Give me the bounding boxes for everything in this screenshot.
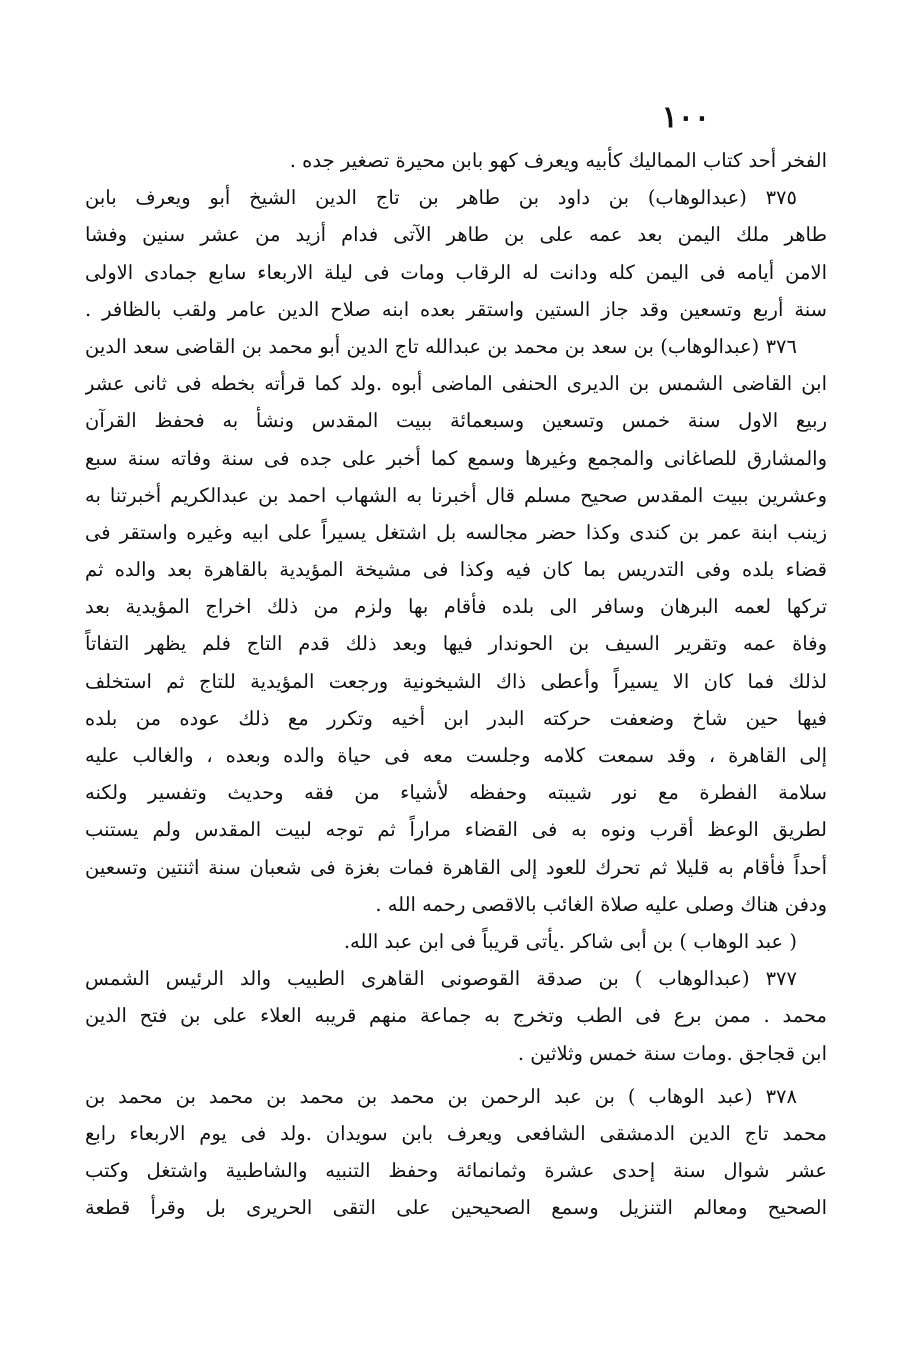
text-line: الامن أيامه فى اليمن كله ودانت له الرقاب ومات فى ليلة الاربعاء سابع جمادى الاولى bbox=[85, 260, 827, 284]
text-line: طاهر ملك اليمن بعد عمه على بن طاهر الآتى فدام أزيد من عشر سنين وفشا bbox=[85, 223, 827, 247]
text-line: لطريق الوعظ أقرب ونوه به فى القضاء مراراً ثم توجه لبيت المقدس ولم يستنب bbox=[85, 818, 827, 842]
entry-378 bbox=[85, 1078, 827, 1227]
text-line: فيها حين شاخ وضعفت حركته البدر ابن أخيه وتكرر مع ذلك عوده من بلده bbox=[85, 706, 827, 730]
text-line: عشر شوال سنة إحدى عشرة وثمانمائة وحفظ التنبيه والشاطبية واشتغل وكتب bbox=[85, 1159, 827, 1183]
entry-heading-line: ٣٧٨ (عبد الوهاب ) بن عبد الرحمن بن محمد بن محمد بن محمد بن محمد بن bbox=[85, 1084, 797, 1108]
text-body bbox=[85, 142, 827, 1226]
text-line: سلامة الفطرة مع نور شيبته وحفظه لأشياء من فقه وحديث وتفسير ولكنه bbox=[85, 781, 827, 805]
entry-375 bbox=[85, 179, 827, 328]
text-line: زينب ابنة عمر بن كندى وكذا حضر مجالسه بل اشتغل يسيراً على ابيه وغيره واستقر فى bbox=[85, 520, 827, 544]
text-line: ابن القاضى الشمس بن الديرى الحنفى الماضى أبوه .ولد كما قرأته بخطه فى ثانى عشر bbox=[85, 372, 827, 396]
text-line: وعشرين ببيت المقدس صحيح مسلم قال أخبرنا به الشهاب احمد بن عبدالكريم أخبرتنا به bbox=[85, 483, 827, 507]
entry-377 bbox=[85, 960, 827, 1072]
text-line: ربيع الاول سنة خمس وتسعين وسبعمائة ببيت المقدس ونشأ به فحفظ القرآن bbox=[85, 409, 827, 433]
entry-heading-line: ٣٧٦ (عبدالوهاب) بن سعد بن محمد بن عبدالله تاج الدين أبو محمد بن القاضى سعد الدين bbox=[85, 334, 797, 358]
entry-heading-line: ٣٧٧ (عبدالوهاب ) بن صدقة القوصونى القاهرى الطبيب والد الرئيس الشمس bbox=[85, 967, 797, 991]
text-line: محمد تاج الدين الدمشقى الشافعى ويعرف بابن سويدان .ولد فى يوم الاربعاء رابع bbox=[85, 1121, 827, 1145]
paragraph-continuation bbox=[85, 142, 827, 179]
cross-reference bbox=[85, 923, 827, 960]
entry-376 bbox=[85, 328, 827, 923]
text-line: إلى القاهرة ، وقد سمعت كلامه وجلست معه فى حياة والده وبعده ، والغالب عليه bbox=[85, 744, 827, 767]
text-line: قضاء بلده وفى التدريس بما كان فيه وكذا فى مشيخة المؤيدية بالقاهرة بعد والده ثم bbox=[85, 558, 827, 582]
page-number: ١٠٠ bbox=[661, 100, 710, 135]
text-line: الصحيح ومعالم التنزيل وسمع الصحيحين على التقى الحريرى بل وقرأ قطعة bbox=[85, 1196, 827, 1220]
text-line: ودفن هناك وصلى عليه صلاة الغائب بالاقصى رحمه الله . bbox=[375, 892, 827, 916]
text-line: وفاة عمه وتقرير السيف بن الحوندار فيها وبعد ذلك قدم التاج فلم يظهر التفاتاً bbox=[85, 632, 827, 656]
text-line: لذلك فما كان الا يسيراً وأعطى ذاك الشيخونية ورجعت المؤيدية للتاج ثم استخلف bbox=[85, 669, 827, 693]
text-line: سنة أربع وتسعين وقد جاز الستين واستقر بعده ابنه صلاح الدين عامر ولقب بالظافر . bbox=[85, 297, 827, 321]
text-line: أحداً فأقام به قليلا ثم تحرك للعود إلى القاهرة فمات بغزة فى شعبان سنة اثنتين وتسعين bbox=[85, 855, 827, 879]
text-line: تركها لعمه البرهان وسافر الى بلده فأقام بها ولزم من ذلك اخراج المؤيدية بعد bbox=[85, 595, 827, 619]
text-line: والمشارق للصاغانى والمجمع وغيرها وسمع كما أخبر على جده فى سنة وفاته سنة سبع bbox=[85, 446, 827, 470]
text-line: محمد . ممن برع فى الطب وتخرج به جماعة منهم قريبه العلاء على بن فتح الدين bbox=[85, 1004, 827, 1028]
entry-heading-line: ٣٧٥ (عبدالوهاب) بن داود بن طاهر بن تاج الدين الشيخ أبو ويعرف بابن bbox=[85, 186, 797, 210]
text-line: ( عبد الوهاب ) بن أبى شاكر .يأتى قريباً فى ابن عبد الله. bbox=[343, 929, 797, 953]
text-line: الفخر أحد كتاب المماليك كأبيه ويعرف كهو بابن محيرة تصغير جده . bbox=[289, 149, 827, 172]
text-line: ابن قجاجق .ومات سنة خمس وثلاثين . bbox=[517, 1041, 827, 1065]
